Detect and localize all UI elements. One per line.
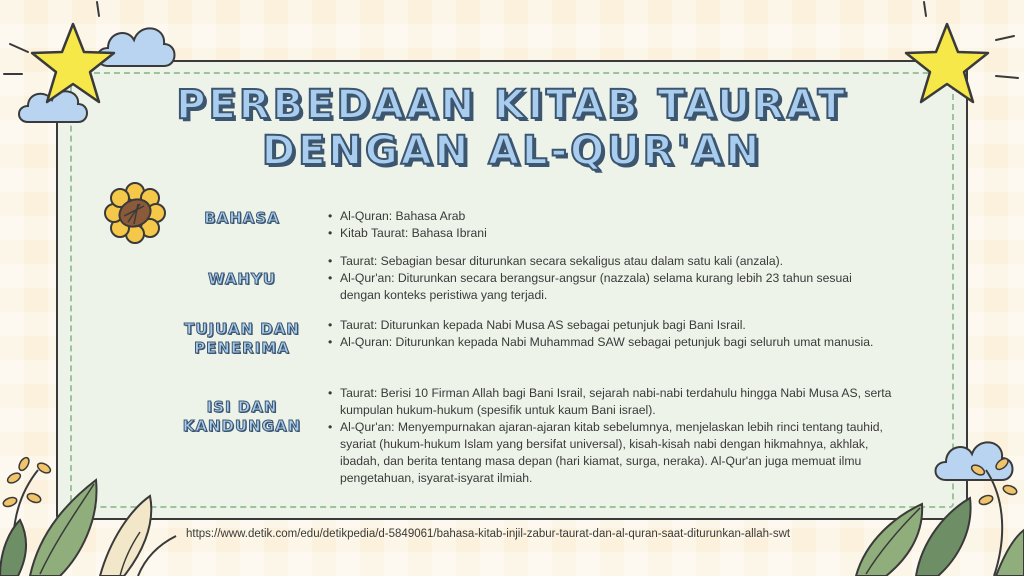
source-link[interactable]: https://www.detik.com/edu/detikpedia/d-5849061/bahasa-kitab-injil-zabur-taurat-dan-al-quran-saat-diturunkan-allah-swt [186,528,791,540]
list-item: • Al-Qur'an: Menyempurnakan ajaran-ajaran kitab sebelumnya, menjelaskan lebih rinci tentang tauhid, syariat (hukum-hukum Islam yang bersifat universal), kisah-kisah nabi dengan hikmahnya, akhlak, ibadah, dan berita tentang masa depan (hari kiamat, surga, neraka). Al-Qur'an juga memuat ilmu pengetahuan, isyarat-isyarat ilmiah. [328,419,894,487]
list-item: • Taurat: Berisi 10 Firman Allah bagi Bani Israil, sejarah nabi-nabi terdahulu hingga Nabi Musa AS, serta kumpulan hukum-hukum (spesifik untuk kaum Bani israel). [328,385,894,419]
leaf-icon [846,440,1024,576]
leaf-icon [0,440,180,576]
bullets-tujuan-dan-penerima [328,317,894,351]
list-item: • Taurat: Sebagian besar diturunkan secara sekaligus atau dalam satu kali (anzala). [328,253,894,270]
star-icon [902,20,992,108]
list-item: • Al-Quran: Diturunkan kepada Nabi Muhammad SAW sebagai petunjuk bagi seluruh umat manusia. [328,334,894,351]
section-label-bahasa: BAHASA [204,209,280,227]
list-item: • Al-Qur'an: Diturunkan secara berangsur-angsur (nazzala) selama kurang lebih 23 tahun sesuai dengan konteks peristiwa yang terjadi. [328,270,894,304]
list-item: • Kitab Taurat: Bahasa Ibrani [328,225,894,242]
star-icon [28,20,118,108]
section-label-wahyu: WAHYU [207,270,277,288]
title-line-2: DENGAN AL-QUR'AN [261,128,763,174]
section-label-isi-dan-kandungan: ISI DAN KANDUNGAN [182,398,302,435]
bullets-bahasa [328,208,894,242]
page-title [120,82,904,174]
list-item: • Al-Quran: Bahasa Arab [328,208,894,225]
sunflower-icon [104,182,166,244]
section-label-tujuan-dan-penerima: TUJUAN DAN PENERIMA [184,320,300,357]
bullets-wahyu [328,253,894,304]
title-line-1: PERBEDAAN KITAB TAURAT [176,82,848,128]
bullets-isi-dan-kandungan [328,385,894,487]
list-item: • Taurat: Diturunkan kepada Nabi Musa AS sebagai petunjuk bagi Bani Israil. [328,317,894,334]
